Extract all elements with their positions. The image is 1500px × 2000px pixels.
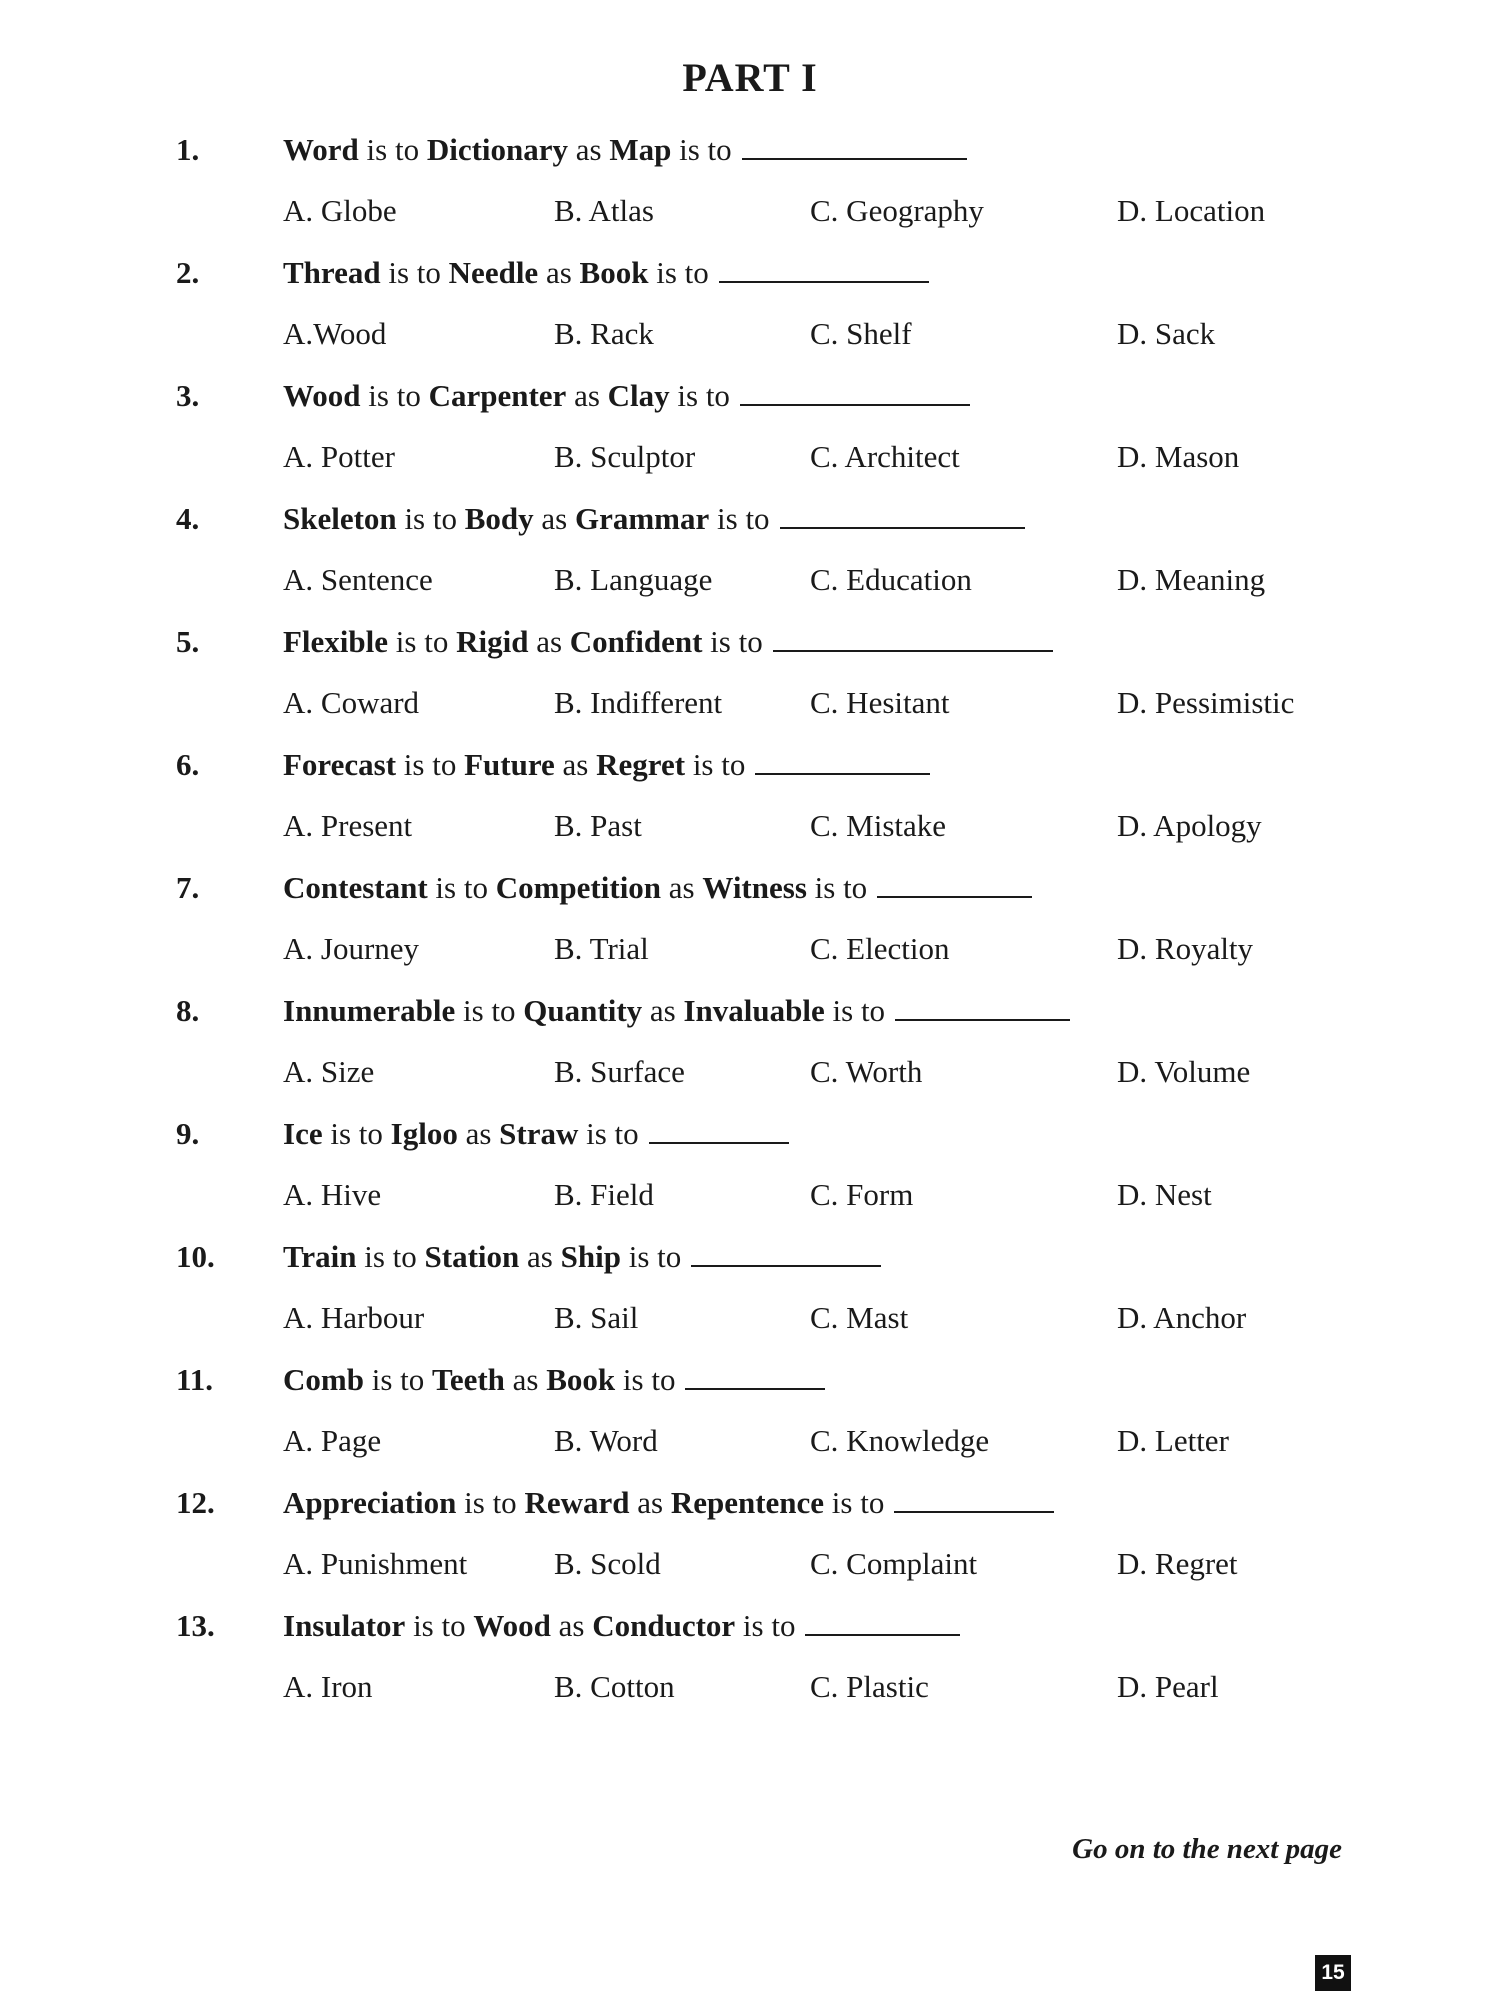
analogy-connector: as <box>536 624 563 659</box>
analogy-term: Igloo <box>390 1116 458 1151</box>
option-a: A. Page <box>283 1423 382 1458</box>
analogy-term: Clay <box>607 378 670 413</box>
analogy-connector: as <box>574 378 600 413</box>
analogy-connector: as <box>575 132 602 167</box>
option-c: C. Mast <box>810 1300 909 1335</box>
page-number: 15 <box>1315 1955 1351 1991</box>
analogy-connector: is to <box>586 1116 639 1151</box>
analogy-term: Comb <box>283 1362 364 1397</box>
analogy-connector: is to <box>628 1239 682 1274</box>
option-a: A. Present <box>283 808 413 843</box>
answer-blank <box>742 132 967 160</box>
question-number: 10. <box>176 1239 215 1274</box>
analogy-term: Carpenter <box>428 378 567 413</box>
option-a: A. Potter <box>283 439 395 474</box>
option-a: A. Harbour <box>283 1300 425 1335</box>
answer-blank <box>780 501 1025 529</box>
question-number: 2. <box>176 255 200 290</box>
analogy-term: Map <box>609 132 672 167</box>
analogy-term: Insulator <box>283 1608 406 1643</box>
question-item <box>0 378 1500 498</box>
question-number: 12. <box>176 1485 215 1520</box>
analogy-connector: is to <box>404 501 457 536</box>
analogy-term: Regret <box>596 747 686 782</box>
analogy-term: Word <box>283 132 359 167</box>
question-number: 5. <box>176 624 200 659</box>
option-b: B. Field <box>554 1177 654 1212</box>
analogy-connector: is to <box>463 993 516 1028</box>
option-d: D. Anchor <box>1117 1300 1247 1335</box>
question-item <box>0 1362 1500 1482</box>
analogy-term: Train <box>283 1239 357 1274</box>
analogy-connector: is to <box>832 993 886 1028</box>
analogy-connector: is to <box>814 870 868 905</box>
analogy-term: Wood <box>473 1608 551 1643</box>
analogy-connector: is to <box>395 624 449 659</box>
question-number: 6. <box>176 747 200 782</box>
question-stem <box>283 1239 881 1275</box>
analogy-connector: is to <box>371 1362 425 1397</box>
analogy-term: Innumerable <box>283 993 456 1028</box>
analogy-connector: is to <box>388 255 441 290</box>
question-stem <box>283 132 967 168</box>
analogy-term: Confident <box>569 624 703 659</box>
analogy-connector: as <box>562 747 589 782</box>
analogy-connector: is to <box>679 132 732 167</box>
analogy-term: Appreciation <box>283 1485 457 1520</box>
analogy-connector: is to <box>464 1485 517 1520</box>
answer-blank <box>877 870 1032 898</box>
question-number: 1. <box>176 132 200 167</box>
answer-blank <box>685 1362 825 1390</box>
question-stem <box>283 993 1070 1029</box>
analogy-term: Flexible <box>283 624 389 659</box>
analogy-term: Ship <box>560 1239 621 1274</box>
option-b: B. Language <box>554 562 713 597</box>
option-d: D. Mason <box>1117 439 1240 474</box>
analogy-connector: is to <box>622 1362 676 1397</box>
option-b: B. Indifferent <box>554 685 723 720</box>
analogy-connector: is to <box>692 747 746 782</box>
page-title: PART I <box>682 55 818 100</box>
analogy-connector: is to <box>742 1608 796 1643</box>
analogy-term: Thread <box>283 255 381 290</box>
option-a: A. Coward <box>283 685 420 720</box>
answer-blank <box>895 993 1070 1021</box>
option-b: B. Past <box>554 808 642 843</box>
question-item <box>0 624 1500 744</box>
option-b: B. Atlas <box>554 193 654 228</box>
analogy-term: Ice <box>283 1116 323 1151</box>
analogy-connector: is to <box>364 1239 417 1274</box>
analogy-connector: as <box>512 1362 539 1397</box>
option-d: D. Letter <box>1117 1423 1229 1458</box>
analogy-term: Invaluable <box>683 993 825 1028</box>
answer-blank <box>894 1485 1054 1513</box>
option-a: A. Sentence <box>283 562 433 597</box>
option-a: A. Hive <box>283 1177 382 1212</box>
analogy-term: Dictionary <box>426 132 569 167</box>
question-stem <box>283 624 1053 660</box>
question-item <box>0 132 1500 252</box>
analogy-connector: is to <box>656 255 709 290</box>
question-number: 11. <box>176 1362 214 1397</box>
option-b: B. Surface <box>554 1054 685 1089</box>
option-b: B. Sail <box>554 1300 639 1335</box>
analogy-term: Skeleton <box>283 501 397 536</box>
option-a: A.Wood <box>283 316 387 351</box>
analogy-term: Forecast <box>283 747 397 782</box>
option-b: B. Word <box>554 1423 658 1458</box>
answer-blank <box>755 747 930 775</box>
option-c: C. Geography <box>810 193 984 228</box>
analogy-term: Grammar <box>574 501 710 536</box>
analogy-connector: is to <box>368 378 421 413</box>
analogy-connector: is to <box>366 132 420 167</box>
option-c: C. Education <box>810 562 972 597</box>
analogy-connector: as <box>637 1485 664 1520</box>
answer-blank <box>740 378 970 406</box>
question-number: 8. <box>176 993 200 1028</box>
question-number: 9. <box>176 1116 200 1151</box>
option-d: D. Pessimistic <box>1117 685 1295 720</box>
analogy-term: Conductor <box>592 1608 736 1643</box>
analogy-term: Body <box>464 501 534 536</box>
question-number: 4. <box>176 501 200 536</box>
option-c: C. Knowledge <box>810 1423 990 1458</box>
analogy-term: Station <box>424 1239 520 1274</box>
option-d: D. Sack <box>1117 316 1216 351</box>
question-stem <box>283 1116 789 1152</box>
option-c: C. Complaint <box>810 1546 978 1581</box>
option-b: B. Trial <box>554 931 649 966</box>
analogy-term: Competition <box>495 870 662 905</box>
analogy-connector: is to <box>677 378 730 413</box>
analogy-connector: as <box>527 1239 553 1274</box>
option-d: D. Nest <box>1117 1177 1212 1212</box>
question-stem <box>283 870 1032 906</box>
option-a: A. Journey <box>283 931 420 966</box>
analogy-term: Book <box>546 1362 616 1397</box>
question-item <box>0 1116 1500 1236</box>
option-b: B. Scold <box>554 1546 661 1581</box>
analogy-term: Witness <box>702 870 807 905</box>
analogy-term: Needle <box>448 255 539 290</box>
analogy-connector: as <box>541 501 568 536</box>
question-stem <box>283 1608 960 1644</box>
option-c: C. Architect <box>810 439 960 474</box>
question-stem <box>283 1362 825 1398</box>
analogy-term: Future <box>464 747 555 782</box>
question-stem <box>283 378 970 414</box>
analogy-connector: is to <box>831 1485 885 1520</box>
question-item <box>0 501 1500 621</box>
option-b: B. Rack <box>554 316 654 351</box>
analogy-connector: as <box>545 255 572 290</box>
question-stem <box>283 1485 1054 1521</box>
option-b: B. Cotton <box>554 1669 675 1704</box>
analogy-connector: is to <box>710 624 763 659</box>
analogy-connector: as <box>558 1608 585 1643</box>
option-d: D. Volume <box>1117 1054 1251 1089</box>
option-d: D. Meaning <box>1117 562 1266 597</box>
question-item <box>0 747 1500 867</box>
option-c: C. Plastic <box>810 1669 929 1704</box>
next-page-note: Go on to the next page <box>1072 1833 1342 1865</box>
analogy-term: Wood <box>283 378 361 413</box>
question-number: 7. <box>176 870 200 905</box>
analogy-term: Repentence <box>670 1485 825 1520</box>
answer-blank <box>691 1239 881 1267</box>
answer-blank <box>649 1116 789 1144</box>
question-number: 3. <box>176 378 200 413</box>
analogy-term: Quantity <box>523 993 643 1028</box>
question-item <box>0 993 1500 1113</box>
analogy-connector: as <box>465 1116 492 1151</box>
question-item <box>0 1239 1500 1359</box>
analogy-connector: is to <box>717 501 770 536</box>
analogy-term: Contestant <box>283 870 428 905</box>
analogy-term: Straw <box>499 1116 579 1151</box>
option-a: A. Punishment <box>283 1546 468 1581</box>
option-c: C. Worth <box>810 1054 923 1089</box>
question-item <box>0 255 1500 375</box>
option-d: D. Location <box>1117 193 1266 228</box>
question-number: 13. <box>176 1608 215 1643</box>
analogy-term: Rigid <box>456 624 529 659</box>
analogy-term: Reward <box>524 1485 630 1520</box>
question-item <box>0 1485 1500 1605</box>
option-d: D. Regret <box>1117 1546 1238 1581</box>
option-c: C. Form <box>810 1177 914 1212</box>
option-b: B. Sculptor <box>554 439 696 474</box>
analogy-connector: as <box>649 993 676 1028</box>
option-c: C. Shelf <box>810 316 912 351</box>
question-stem <box>283 255 929 291</box>
option-d: D. Pearl <box>1117 1669 1219 1704</box>
answer-blank <box>805 1608 960 1636</box>
answer-blank <box>773 624 1053 652</box>
question-item <box>0 870 1500 990</box>
option-c: C. Mistake <box>810 808 947 843</box>
question-item <box>0 1608 1500 1728</box>
option-a: A. Size <box>283 1054 375 1089</box>
analogy-connector: is to <box>403 747 457 782</box>
question-stem <box>283 501 1025 537</box>
answer-blank <box>719 255 929 283</box>
option-c: C. Election <box>810 931 950 966</box>
analogy-connector: as <box>668 870 695 905</box>
option-a: A. Iron <box>283 1669 373 1704</box>
analogy-term: Book <box>579 255 649 290</box>
question-stem <box>283 747 930 783</box>
analogy-connector: is to <box>435 870 488 905</box>
analogy-connector: is to <box>413 1608 466 1643</box>
analogy-term: Teeth <box>432 1362 505 1397</box>
analogy-connector: is to <box>330 1116 383 1151</box>
option-c: C. Hesitant <box>810 685 950 720</box>
option-d: D. Royalty <box>1117 931 1254 966</box>
option-d: D. Apology <box>1117 808 1262 843</box>
option-a: A. Globe <box>283 193 397 228</box>
